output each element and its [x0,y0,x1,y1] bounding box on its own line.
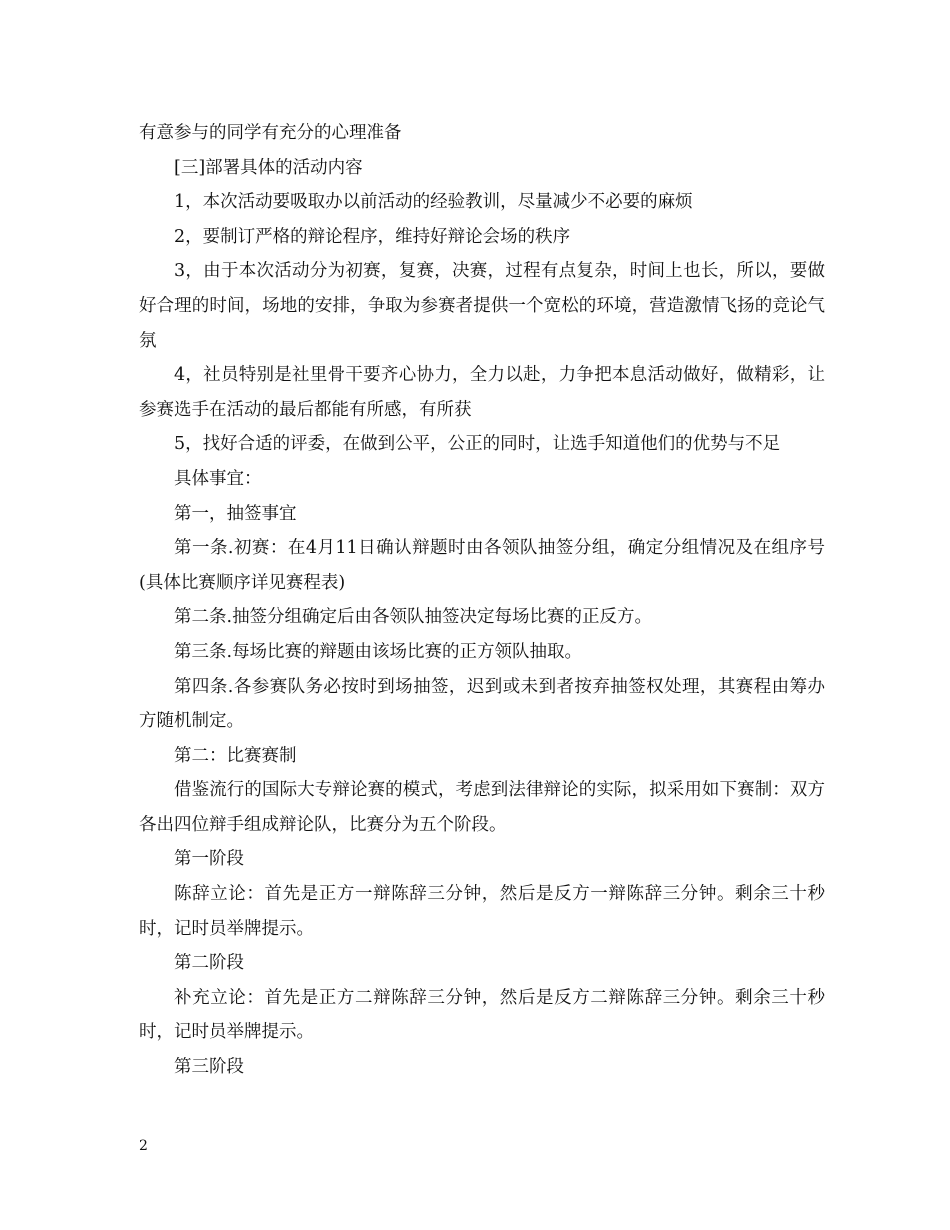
paragraph: 2，要制订严格的辩论程序，维持好辩论会场的秩序 [174,226,571,247]
document-body [139,116,825,1085]
paragraph: 第一，抽签事宜 [174,503,297,524]
paragraph: 5，找好合适的评委，在做到公平，公正的同时，让选手知道他们的优势与不足 [174,434,781,455]
paragraph: 第二：比赛赛制 [174,745,297,766]
paragraph: 第二条.抽签分组确定后由各领队抽签决定每场比赛的正反方。 [174,607,653,628]
paragraph: 借鉴流行的国际大专辩论赛的模式，考虑到法律辩论的实际，拟采用如下赛制：双方各出四位辩手组成辩论队，比赛分为五个阶段。 [139,780,825,835]
paragraph: 1，本次活动要吸取办以前活动的经验教训，尽量减少不必要的麻烦 [174,192,693,213]
paragraph: 第四条.各参赛队务必按时到场抽签，迟到或未到者按弃抽签权处理，其赛程由筹办方随机制定。 [139,676,825,732]
paragraph: 具体事宜： [174,468,262,489]
paragraph: 3，由于本次活动分为初赛，复赛，决赛，过程有点复杂，时间上也长，所以，要做好合理的时间，场地的安排，争取为参赛者提供一个宽松的环境，营造激情飞扬的竞论气氛 [139,261,825,351]
paragraph: 第一条.初赛：在4月11日确认辩题时由各领队抽签分组，确定分组情况及在组序号(具体比赛顺序详见赛程表) [139,538,825,593]
paragraph: 第三阶段 [174,1057,244,1078]
page-number: 2 [139,1138,148,1154]
paragraph: 陈辞立论：首先是正方一辩陈辞三分钟，然后是反方一辩陈辞三分钟。剩余三十秒时，记时员举牌提示。 [139,884,825,939]
paragraph: 第三条.每场比赛的辩题由该场比赛的正方领队抽取。 [174,641,583,662]
paragraph: [三]部署具体的活动内容 [174,157,363,178]
paragraph: 第一阶段 [174,849,244,870]
paragraph: 4，社员特别是社里骨干要齐心协力，全力以赴，力争把本息活动做好，做精彩，让参赛选手在活动的最后都能有所感，有所获 [139,365,825,420]
paragraph: 第二阶段 [174,953,244,974]
paragraph: 补充立论：首先是正方二辩陈辞三分钟，然后是反方二辩陈辞三分钟。剩余三十秒时，记时员举牌提示。 [139,987,825,1043]
paragraph: 有意参与的同学有充分的心理准备 [139,123,402,143]
